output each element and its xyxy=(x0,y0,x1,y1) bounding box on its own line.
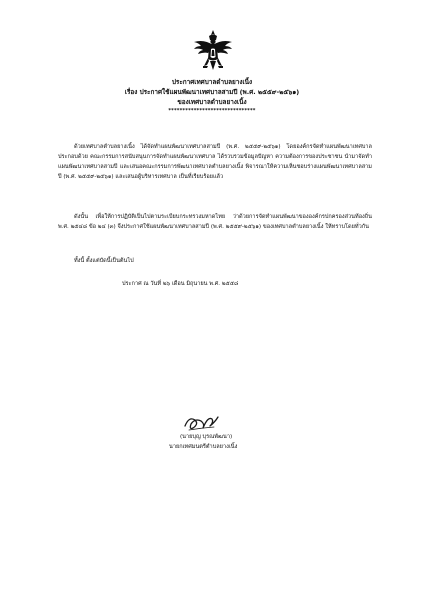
garuda-emblem-icon xyxy=(191,28,235,72)
announcement-title: ประกาศเทศบาลตำบลยางเนิ้ง xyxy=(171,78,253,86)
announcement-date: ประกาศ ณ วันที่ ๒๖ เดือน มิถุนายน พ.ศ. ๒๕๕๘ xyxy=(122,281,239,287)
handwritten-signature xyxy=(181,412,221,434)
announcement-subject: เรื่อง ประกาศใช้แผนพัฒนาเทศบาลสามปี (พ.ศ. ๒๕๕๙-๒๕๖๑) xyxy=(124,88,300,96)
announcement-issuer: ของเทศบาลตำบลยางเนิ้ง xyxy=(177,98,247,106)
signer-name: (นายบุญ บุรณพัฒนา) xyxy=(180,434,233,440)
effective-statement: ทั้งนี้ ตั้งแต่บัดนี้เป็นต้นไป xyxy=(74,258,134,264)
body-paragraph-2: ดังนั้น เพื่อให้การปฏิบัติเป็นไปตามระเบียบกระทรวงมหาดไทย ว่าด้วยการจัดทำแผนพัฒนาขององค์กรปกครองส่วนท้องถิ่น พ.ศ. ๒๕๔๘ ข้อ ๒๔ (๓) จึงประกาศใช้แผนพัฒนาเทศบาลสามปี (พ.ศ. ๒๕๕๙-๒๕๖๑) ของเทศบาลตำบลยางเนิ้ง ให้ทราบโดยทั่วกัน xyxy=(58,214,372,231)
separator-line: ******************************* xyxy=(168,108,256,114)
signer-position: นายกเทศมนตรีตำบลยางเนิ้ง xyxy=(169,444,238,450)
body-paragraph-1: ด้วยเทศบาลตำบลยางเนิ้ง ได้จัดทำแผนพัฒนาเทศบาลสามปี (พ.ศ. ๒๕๕๙-๒๕๖๑) โดยองค์กรจัดทำแผนพัฒนาเทศบาล ประกอบด้วย คณะกรรมการสนับสนุนการจัดทำแผนพัฒนาเทศบาล ได้รวบรวมข้อมูลปัญหา ความต้องการของประชาชน นำมาจัดทำแผนพัฒนาเทศบาลสามปี และเสนอคณะกรรมการพัฒนาเทศบาลตำบลยางเนิ้ง พิจารณาให้ความเห็นชอบร่างแผนพัฒนาเทศบาลสามปี (พ.ศ. ๒๕๕๙-๒๕๖๑) และเสนอผู้บริหารเทศบาล เป็นที่เรียบร้อยแล้ว xyxy=(58,144,372,181)
